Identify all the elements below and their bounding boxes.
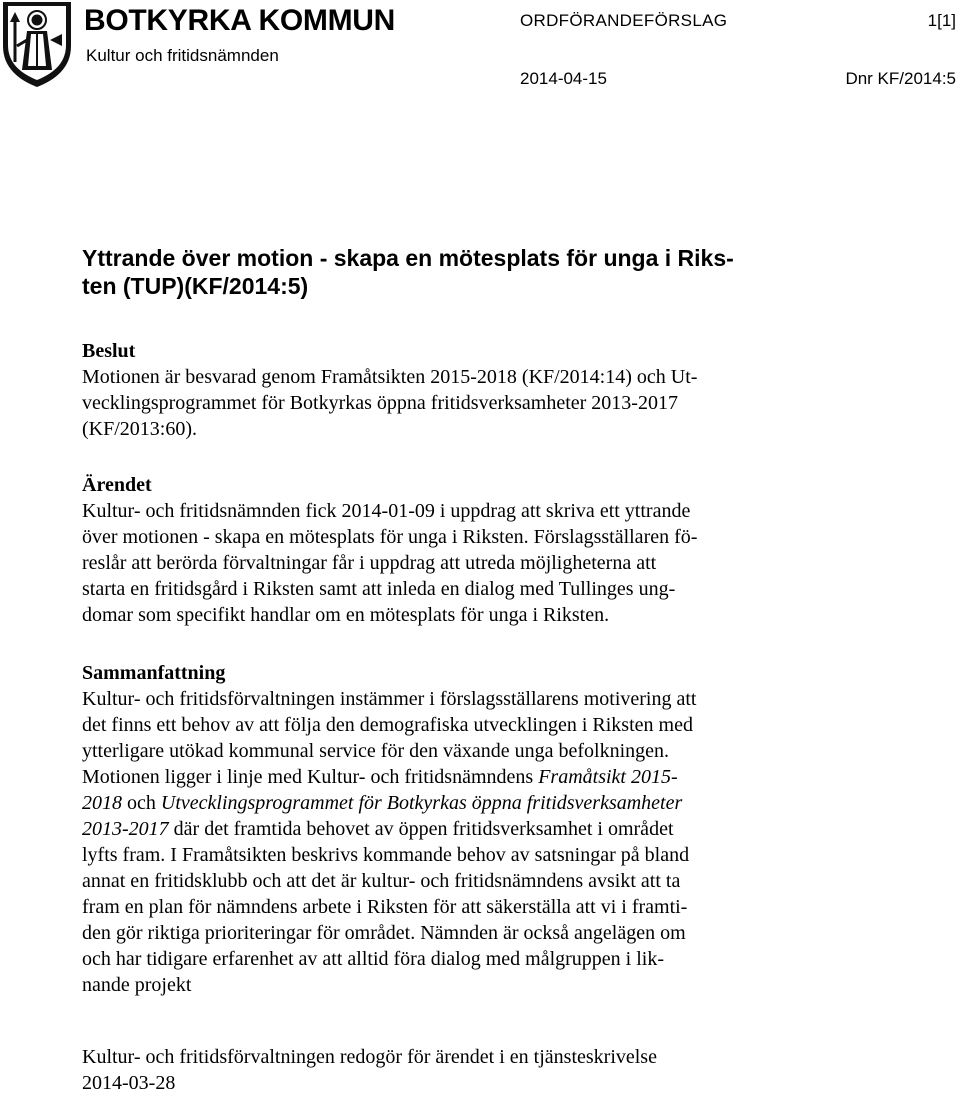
sammanfattning-line	[82, 764, 678, 790]
sammanfattning-line: Kultur- och fritidsförvaltningen instämmer i förslagsställarens motivering att	[82, 688, 697, 710]
department-name: Kultur och fritidsnämnden	[86, 46, 279, 65]
sammanfattning-line: fram en plan för nämndens arbete i Riksten för att säkerställa att vi i framti-	[82, 896, 688, 918]
arendet-line: över motionen - skapa en mötesplats för unga i Riksten. Förslagsställaren fö-	[82, 526, 698, 548]
arendet-line: reslår att berörda förvaltningar får i uppdrag att utreda möjligheterna att	[82, 552, 657, 574]
sammanfattning-line: det finns ett behov av att följa den demografiska utvecklingen i Riksten med	[82, 714, 693, 736]
document-type: ORDFÖRANDEFÖRSLAG	[520, 11, 728, 30]
sammanfattning-heading: Sammanfattning	[82, 662, 226, 684]
document-title-line: ten (TUP)(KF/2014:5)	[82, 273, 309, 299]
sammanfattning-line	[82, 816, 674, 842]
beslut-line: Motionen är besvarad genom Framåtsikten 2015-2018 (KF/2014:14) och Ut-	[82, 366, 698, 388]
arendet-line: Kultur- och fritidsnämnden fick 2014-01-09 i uppdrag att skriva ett yttrande	[82, 500, 691, 522]
sammanfattning-line: annat en fritidsklubb och att det är kultur- och fritidsnämndens avsikt att ta	[82, 870, 681, 892]
beslut-line: vecklingsprogrammet för Botkyrkas öppna fritidsverksamheter 2013-2017	[82, 392, 678, 414]
italic-reference: 2018	[82, 792, 122, 814]
page-count: 1[1]	[927, 11, 956, 30]
text-span: där det framtida behovet av öppen fritidsverksamhet i området	[168, 818, 674, 840]
sammanfattning-line: lyfts fram. I Framåtsikten beskrivs kommande behov av satsningar på bland	[82, 844, 690, 866]
document-title-line: Yttrande över motion - skapa en mötesplats för unga i Riks-	[82, 245, 734, 271]
case-number: Dnr KF/2014:5	[845, 69, 956, 88]
footer-line: Kultur- och fritidsförvaltningen redogör för ärendet i en tjänsteskrivelse	[82, 1046, 657, 1068]
beslut-line: (KF/2013:60).	[82, 418, 197, 440]
coat-of-arms-logo	[0, 0, 74, 88]
italic-reference: Framåtsikt 2015-	[538, 766, 678, 788]
sammanfattning-line	[82, 790, 682, 816]
arendet-line: domar som specifikt handlar om en mötesplats för unga i Riksten.	[82, 604, 610, 626]
italic-reference: 2013-2017	[82, 818, 169, 840]
arendet-heading: Ärendet	[82, 474, 152, 496]
sammanfattning-line: nande projekt	[82, 974, 192, 996]
org-name: BOTKYRKA KOMMUN	[84, 4, 396, 37]
document-date: 2014-04-15	[520, 69, 607, 88]
beslut-heading: Beslut	[82, 340, 136, 362]
text-span: och	[122, 792, 161, 814]
sammanfattning-line: den gör riktiga prioriteringar för området. Nämnden är också angelägen om	[82, 922, 686, 944]
sammanfattning-line: och har tidigare erfarenhet av att alltid föra dialog med målgruppen i lik-	[82, 948, 664, 970]
footer-line: 2014-03-28	[82, 1072, 176, 1094]
text-span: Motionen ligger i linje med Kultur- och fritidsnämndens	[82, 766, 539, 788]
italic-reference: Utvecklingsprogrammet för Botkyrkas öppna fritidsverksamheter	[160, 792, 683, 814]
arendet-line: starta en fritidsgård i Riksten samt att inleda en dialog med Tullinges ung-	[82, 578, 676, 600]
sammanfattning-line: ytterligare utökad kommunal service för den växande unga befolkningen.	[82, 740, 670, 762]
